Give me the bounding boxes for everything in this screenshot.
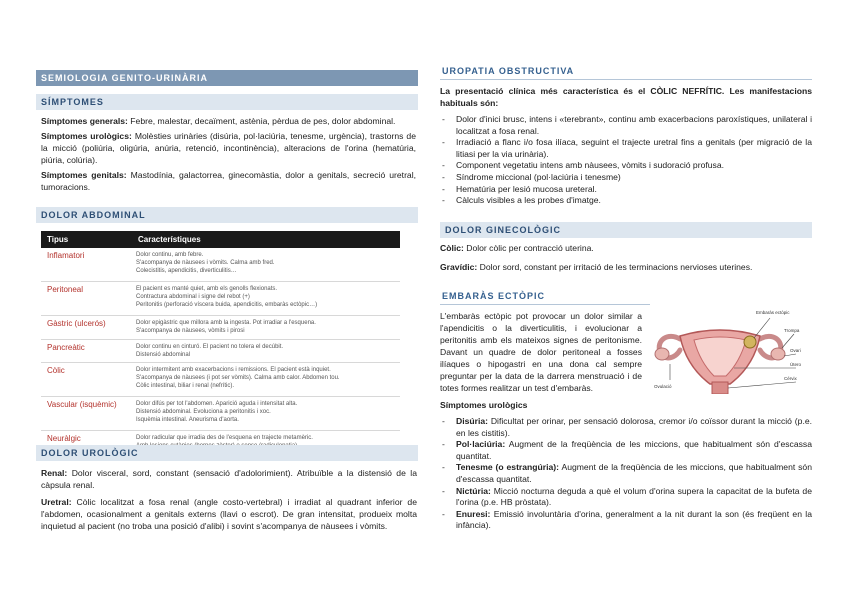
section-header-simptomes: SÍMPTOMES: [36, 94, 418, 110]
cell-caracteristiques: [132, 362, 400, 396]
list-item: - Enuresi: Emissió involuntària d'orina, generalment a la nit durant la son (és freqüent en la infància).: [440, 509, 812, 532]
dolor-gravidic: Gravídic: Dolor sord, constant per irritació de les terminacions nervioses uterines.: [440, 262, 753, 272]
simptomes-urologics-title: Símptomes urològics: [440, 400, 528, 410]
list-item: - Dolor d'inici brusc, intens i «terebrant», continu amb exacerbacions paroxístiques, unilateral i localitzat a fosa renal.: [440, 114, 812, 137]
caracteristica-line: Dolor difús per tot l'abdomen. Aparició aguda i intensitat alta.: [136, 400, 298, 407]
section-header-uropatia: UROPATIA OBSTRUCTIVA: [442, 66, 575, 76]
dolor-colic: Còlic: Dolor còlic per contracció uterina.: [440, 243, 594, 253]
uterus-diagram-svg: [650, 304, 812, 394]
cell-tipus: Pancreàtic: [41, 339, 132, 362]
section-header-dolor-urologic: DOLOR UROLÒGIC: [36, 445, 418, 461]
header-caracteristiques: Característiques: [138, 235, 201, 244]
table-row: [41, 315, 400, 339]
label-utero: Útero: [790, 362, 802, 367]
table-header-row: [41, 231, 400, 248]
section-header-dolor-abdominal: DOLOR ABDOMINAL: [36, 207, 418, 223]
simptomes-block: [41, 115, 416, 193]
table-row: [41, 248, 400, 281]
caracteristica-line: S'acompanya de nàusees i vòmits. Calma amb fred.: [136, 260, 275, 266]
caracteristica-line: Dolor continu, amb febre.: [136, 252, 204, 258]
dolor-abdominal-table: [41, 231, 400, 457]
caracteristica-line: Dolor epigàstric que millora amb la ingesta. Pot irradiar a l'esquena.: [136, 319, 316, 326]
cell-tipus: Gàstric (ulcerós): [41, 315, 132, 339]
caracteristica-line: Colecistitis, apendicitis, diverticulitis…: [136, 268, 237, 274]
caracteristica-line: Còlic intestinal, biliar i renal (nefrític).: [136, 382, 235, 389]
cell-tipus: Vascular (isquèmic): [41, 396, 132, 430]
label-trompa: Trompa: [784, 328, 800, 333]
dolor-uretral: Uretral: Còlic localitzat a fosa renal (angle costo-vertebral) i irradiat al quadrant inferior de l'abdomen, ocasionalment a genitals externs (llavi o escrot). De gran intensitat, produeix molta inquietud al pacient (no troba una posició d'alibi) i sovint s'acompanya de nàusees i vòmits.: [41, 497, 417, 531]
cell-caracteristiques: [132, 248, 400, 281]
cell-tipus: Peritoneal: [41, 281, 132, 315]
caracteristica-line: Dolor radicular que irradia des de l'esquena en trajecte metamèric.: [136, 434, 313, 441]
section-header-dolor-ginecologic: DOLOR GINECOLÒGIC: [440, 222, 812, 238]
list-item: - Càlculs visibles a les probes d'imatge.: [440, 195, 812, 207]
caracteristica-line: Contractura abdominal i signe del rebot (+): [136, 293, 250, 300]
cell-caracteristiques: [132, 396, 400, 430]
dolor-urologic-block: [41, 467, 417, 532]
table-row: [41, 339, 400, 362]
caracteristica-line: El pacient es manté quiet, amb els genolls flexionats.: [136, 285, 278, 292]
divider: [440, 79, 812, 80]
caracteristica-line: Distensió abdominal: [136, 351, 191, 358]
cell-caracteristiques: [132, 339, 400, 362]
uropatia-intro: La presentació clínica més característica és el CÒLIC NEFRÍTIC. Les manifestacions habituals són:: [440, 86, 812, 108]
label-ovari: Ovari: [790, 348, 801, 353]
list-item: - Pol·laciúria: Augment de la freqüència de les miccions, que habitualment són d'escassa quantitat.: [440, 439, 812, 462]
simptomes-urologics-list: [440, 416, 812, 532]
simptomes-genitals: Símptomes genitals: Mastodínia, galactorrea, ginecomàstia, dolor a genitals, secreció uretral, tumoracions.: [41, 170, 417, 192]
caracteristica-line: Dolor continu en cinturó. El pacient no tolera el decúbit.: [136, 343, 284, 350]
caracteristica-line: S'acompanya de nàusees (i pot ser vòmits). Calma amb calor. Abdomen tou.: [136, 374, 340, 381]
caracteristica-line: Peritonitis (perforació víscera buida, apendicitis, embaràs ectòpic…): [136, 301, 318, 308]
dolor-abdominal-table-wrap: [36, 231, 400, 457]
cell-caracteristiques: [132, 281, 400, 315]
header-tipus: Tipus: [47, 235, 69, 244]
uropatia-list: [440, 114, 812, 207]
list-item: - Hematúria per lesió mucosa ureteral.: [440, 184, 812, 196]
cell-tipus: Còlic: [41, 362, 132, 396]
label-ovulacio: Ovulació: [654, 384, 672, 389]
list-item: - Síndrome miccional (pol·laciúria i tenesme): [440, 172, 812, 184]
list-item: - Disúria: Dificultat per orinar, per sensació dolorosa, cremor i/o coïssor durant la micció (p.e. en les cistitis).: [440, 416, 812, 439]
caracteristica-line: S'acompanya de nàusees, vòmits i pirosi: [136, 327, 245, 334]
cell-caracteristiques: [132, 315, 400, 339]
ectopic-pregnancy-illustration: [650, 304, 812, 394]
simptomes-urologics: Símptomes urològics: Molèsties urinàries (disúria, pol·laciúria, tenesme, urgència), trastorns de la micció (poliúria, oligúria, anúria, retenció, incontinència), alteracions de l'orina (hematúria, piúria, colúria).: [41, 131, 416, 165]
list-item: - Nictúria: Micció nocturna deguda a què el volum d'orina supera la capacitat de la bufeta de l'orina (p.e. HB pròstata).: [440, 486, 812, 509]
caracteristica-line: Distensió abdominal. Evoluciona a peritonitis i xoc.: [136, 408, 271, 415]
embaras-text: L'embaràs ectòpic pot provocar un dolor similar a l'apendicitis o la diverticulitis, i evolucionar a peritonitis amb els mateixos signes de peritonisme. Davant un quadre de dolor peritoneal a fosses ilíaques o hipogastri en una dona cal sempre preguntar per la data de la darrera menstruació i de totes formes realitzar un test d'embaràs.: [440, 311, 642, 393]
caracteristica-line: Isquèmia intestinal. Aneurisma d'aorta.: [136, 416, 239, 423]
list-item: - Irradiació a flanc i/o fosa ilíaca, seguint el trajecte uretral fins a genitals (per migració de la litiasi per la via urinària).: [440, 137, 812, 160]
label-ectopic: Embaràs ectòpic: [756, 310, 790, 315]
cell-tipus: Inflamatori: [41, 248, 132, 281]
table-row: [41, 362, 400, 396]
dolor-renal: Renal: Dolor visceral, sord, constant (sensació d'adolorimient). Atribuïble a la distensió de la càpsula renal.: [41, 468, 417, 490]
table-row: [41, 396, 400, 430]
dolor-ginecologic-block: [440, 242, 812, 273]
list-item: - Component vegetatiu intens amb nàusees, vòmits i sudoració profusa.: [440, 160, 812, 172]
list-item: - Tenesme (o estrangúria): Augment de la freqüència de les miccions, que habitualment són d'escassa quantitat.: [440, 462, 812, 485]
table-row: [41, 281, 400, 315]
label-cervix: Cérvix: [784, 376, 797, 381]
cell-tipus: Neuràlgic: [41, 430, 132, 456]
caracteristica-line: Dolor intermitent amb exacerbacions i remissions. El pacient està inquiet.: [136, 366, 331, 373]
uropatia-section: [440, 66, 812, 207]
simptomes-generals: Símptomes generals: Febre, malestar, decaïment, astènia, pèrdua de pes, dolor abdominal.: [41, 116, 396, 126]
section-header-embaras: EMBARÀS ECTÒPIC: [442, 291, 546, 301]
section-header-semiologia: SEMIOLOGIA GENITO-URINÀRIA: [36, 70, 418, 86]
